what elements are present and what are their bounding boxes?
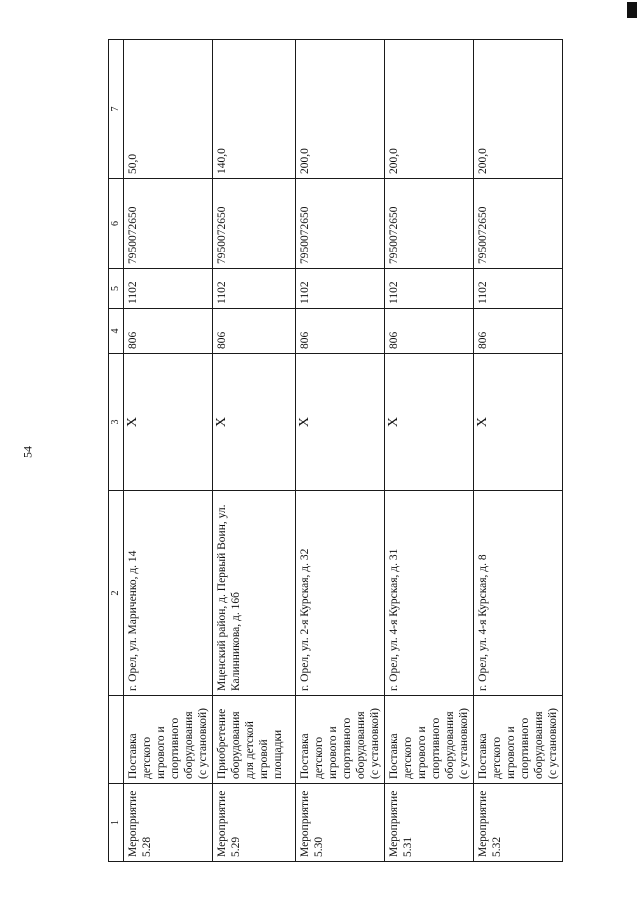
header-cell-3: 3 [109, 354, 124, 491]
col4-cell: 806 [385, 309, 474, 354]
description-cell: Поставка детского игрового и спортивного оборудования (с установкой) [474, 696, 563, 784]
col3-cell [296, 354, 385, 491]
col6-cell: 7950072650 [385, 179, 474, 269]
col5-cell: 1102 [385, 269, 474, 309]
col7-cell: 200,0 [385, 40, 474, 179]
col3-cell [124, 354, 213, 491]
header-cell-7: 7 [109, 40, 124, 179]
table-header-row [109, 40, 124, 862]
col5-cell: 1102 [124, 269, 213, 309]
header-cell-5: 5 [109, 269, 124, 309]
rotated-table-frame [108, 40, 559, 862]
col5-cell: 1102 [296, 269, 385, 309]
description-cell: Приобретение оборудования для детской игровой площадки [213, 696, 296, 784]
col6-cell: 7950072650 [124, 179, 213, 269]
address-cell: Мценский район, д. Первый Воин, ул. Калинникова, д. 16б [213, 491, 296, 696]
description-cell: Поставка детского игрового и спортивного оборудования (с установкой) [124, 696, 213, 784]
budget-table [108, 39, 563, 862]
col3-mark: X [297, 416, 312, 428]
col6-cell: 7950072650 [213, 179, 296, 269]
address-cell: г. Орел, ул. 4-я Курская, д. 8 [474, 491, 563, 696]
header-cell-6: 6 [109, 179, 124, 269]
col3-cell [474, 354, 563, 491]
table-row [213, 40, 296, 862]
table-row [296, 40, 385, 862]
col4-cell: 806 [474, 309, 563, 354]
header-cell-2: 2 [109, 491, 124, 696]
description-cell: Поставка детского игрового и спортивного оборудования (с установкой) [296, 696, 385, 784]
address-cell: г. Орел, ул. 4-я Курская, д. 31 [385, 491, 474, 696]
scan-mark [627, 2, 637, 18]
document-table-wrapper [108, 40, 559, 862]
table-row [124, 40, 213, 862]
col7-cell: 200,0 [296, 40, 385, 179]
address-cell: г. Орел, ул. 2-я Курская, д. 32 [296, 491, 385, 696]
col4-cell: 806 [296, 309, 385, 354]
col3-mark: X [125, 416, 140, 428]
col7-cell: 200,0 [474, 40, 563, 179]
col3-mark: X [386, 416, 401, 428]
event-cell: Мероприятие 5.28 [124, 784, 213, 862]
col4-cell: 806 [124, 309, 213, 354]
header-cell-1: 1 [109, 784, 124, 862]
event-cell: Мероприятие 5.29 [213, 784, 296, 862]
col5-cell: 1102 [474, 269, 563, 309]
col3-mark: X [214, 416, 229, 428]
col3-cell [213, 354, 296, 491]
col6-cell: 7950072650 [296, 179, 385, 269]
col3-cell [385, 354, 474, 491]
header-cell-4: 4 [109, 309, 124, 354]
address-cell: г. Орел, ул. Мариченко, д. 14 [124, 491, 213, 696]
description-cell: Поставка детского игрового и спортивного оборудования (с установкой) [385, 696, 474, 784]
event-cell: Мероприятие 5.30 [296, 784, 385, 862]
table-row [385, 40, 474, 862]
event-cell: Мероприятие 5.32 [474, 784, 563, 862]
col4-cell: 806 [213, 309, 296, 354]
page-number: 54 [20, 446, 35, 458]
col7-cell: 140,0 [213, 40, 296, 179]
header-cell-1-continued [109, 696, 124, 784]
col3-mark: X [475, 416, 490, 428]
col7-cell: 50,0 [124, 40, 213, 179]
table-row [474, 40, 563, 862]
col5-cell: 1102 [213, 269, 296, 309]
event-cell: Мероприятие 5.31 [385, 784, 474, 862]
col6-cell: 7950072650 [474, 179, 563, 269]
